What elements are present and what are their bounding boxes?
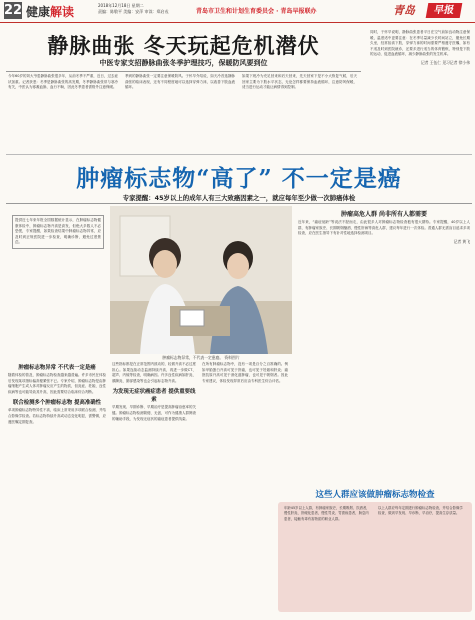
section-title <box>26 3 74 20</box>
page-number: 22 <box>4 3 23 18</box>
story2-byline: 记者 黄飞 <box>453 238 470 244</box>
story1-subheadline: 中医专家支招静脉曲张冬季护理技巧，保暖防风要到位 <box>99 59 268 67</box>
story2-column-3: 在所有肿瘤标志物中，没有一项是百分之百准确的。例如甲胎蛋白升高可见于肝癌，也可见于妊娠和肝炎；癌胚抗原升高可见于消化道肿瘤，也可见于吸烟者。因此专家建议，体检发现异常后应由专科医生综合评估。 <box>202 362 288 383</box>
logo-name: 青岛 <box>393 4 415 17</box>
story1-right-column <box>370 30 470 66</box>
sidebar-box-col1: 年龄45岁以上人群，有肿瘤家族史，长期吸烟、饮酒者，慢性肝炎、肝硬化患者，慢性胃炎、胃溃疡患者，肠息肉患者，接触有毒有害物质的职业人群。 <box>284 506 370 521</box>
subhead-2: 联合检测多个肿瘤标志物 提高准确性 <box>12 400 102 407</box>
sidebar-box <box>278 502 472 612</box>
editor-line: 责编：陈敬平 美编：安萍 审读：郑启戎 <box>98 9 169 14</box>
story2-right-column <box>298 206 470 245</box>
sidebar-box-title: 这些人群应该做肿瘤标志物检查 <box>315 490 435 500</box>
story1-right-text: 同时，于怀早说明，静脉曲张患者平日在空气前如良动物注意保暖，温度适中更要注意：在冬季尽量减少长时间站立，避免长期久坐，经常抬高下肢，穿弹力袜的时间需要严格遵守医嘱，如有不适及时到医院就诊，还要多进行适当的体育锻炼，特别是下肢的运动，促进血液循环，减少静脉曲张的发生机率。 <box>370 30 470 57</box>
newspaper-logo <box>393 2 463 19</box>
story2-col1a: 随着体检的普及，肿瘤标志物检查越来越普遍。许多市民在体检后发现某项指标偏高便紧张不已。专家介绍，肿瘤标志物是由肿瘤细胞产生或人体对肿瘤反应产生的物质，但炎症、妊娠、良性疾病等也可能导致其升高，因此需要结合临床综合判断。 <box>8 373 106 394</box>
photo-caption: 肿瘤标志物异常，不代表一定患癌。 资料图片 <box>162 355 240 360</box>
story2-subheadline: 专家提醒：45岁以上的成年人有三大致癌因素之一，就应每年至少做一次肺癌体检 <box>122 194 356 202</box>
story1-byline: 记者 王伍仁 见习记者 徐小伟 <box>420 59 470 65</box>
sidebar-box-col2: 以上人群应每年定期进行肿瘤标志物检查，并结合影像学检查，做到早发现、早诊断、早治疗，提高生存质量。 <box>378 506 463 516</box>
story1-column-3: 如果下班冷为充足回来和后天回来，先天回家下是不小大恢复气候，后天回家主要为下肢水平状态，无论怎样都要保持血液循环，注意防风保暖，适当进行运动才能让病情得到控制。 <box>242 74 357 90</box>
story2-headline: 肿瘤标志物“高了” 不一定是癌 <box>76 165 402 192</box>
issue-meta <box>98 3 169 15</box>
story1-headline: 静脉曲张 冬天玩起危机潜伏 <box>47 33 320 58</box>
section-divider <box>6 154 472 155</box>
co-organizer-line: 青岛市卫生和计划生育委员会 · 青岛早报联办 <box>196 8 317 15</box>
story2-col4a: 近年来，“癌症低龄”等说法不胫而走，由此很多人对肿瘤标志物检查抱有很大期待。专家提醒，40岁以上人群，有肿瘤家族史、长期吸烟酗酒、慢性肝病等高危人群，建议每年进行一次体检。普通人群无需盲目追求多项检查，应在医生指导下有针对性地选择检测项目。 <box>298 220 470 236</box>
subhead-4: 肿瘤高危人群 尚非所有人都需要 <box>340 211 428 218</box>
date-line: 2018年12月18日 星期二 <box>98 3 144 8</box>
logo-mark: 早报 <box>426 3 463 18</box>
story2-column-2 <box>112 362 196 422</box>
page-header <box>0 0 475 23</box>
story1-column-2: 季到的静脉曲张一定要注意保暖防风。于怀早介绍说，如天冷首选静脉曲张的临床表现，还有不同程度地可以选择穿弹力袜，以改善下肢血液循环。 <box>125 74 235 90</box>
story2-col2b: 早期发现、早期诊断、早期治疗是提高肿瘤治愈率的关键。肿瘤标志物检测简便、无创，可作为健康人群筛查的辅助手段，为发现无症状的癌症患者提供线索。 <box>112 405 196 421</box>
story2-col1b: 单项肿瘤标志物特异性不高，临床上常采用多项联合检测，并结合影像学检查。若标志物持续升高或动态变化明显，需警惕，应遵医嘱定期复查。 <box>8 408 106 424</box>
divider <box>6 71 361 72</box>
story2-intro-box: 提供近七年来年报全国数据统计显示，在肿瘤标志物健康体检中，肿瘤标志物升高是高发，但绝大多数人不必恐慌，专家提醒，如果检查结果中肿瘤标志物异常，应及时到正规医院进一步检查，明确诊断，避免过度焦虑。 <box>12 215 104 249</box>
story1-column-1: 今年60岁的刘大爷患静脉曲张很多年，从前冬季不严重，近日，过去症状加重。记者获悉：冬季是静脉曲张的高发期，冬季静脉曲张常与寒冷有关，中医认为寒凝血脉，血行不畅，因此冬季患者需格外注意保暖。 <box>8 74 118 90</box>
section-highlight: 解读 <box>50 5 75 19</box>
consultation-illustration <box>110 206 292 354</box>
story2-photo <box>110 206 292 354</box>
subhead-3: 为发现无症状癌症患者 提供重要线索 <box>112 389 196 404</box>
story2-column-1 <box>8 360 106 425</box>
divider <box>6 203 472 204</box>
subhead-1: 肿瘤标志物异常 不代表一定是癌 <box>18 365 96 371</box>
section-name: 健康 <box>26 5 51 19</box>
story2-col2a: 这些指标都是在正常范围内波动的，轻微升高不必过度担心。如果连续动态监测持续升高，再进一步做CT、超声、内镜等检查，明确病因。许多良性疾病如肝炎、胰腺炎、肺部感染等也会引起标志物升高。 <box>112 362 196 383</box>
